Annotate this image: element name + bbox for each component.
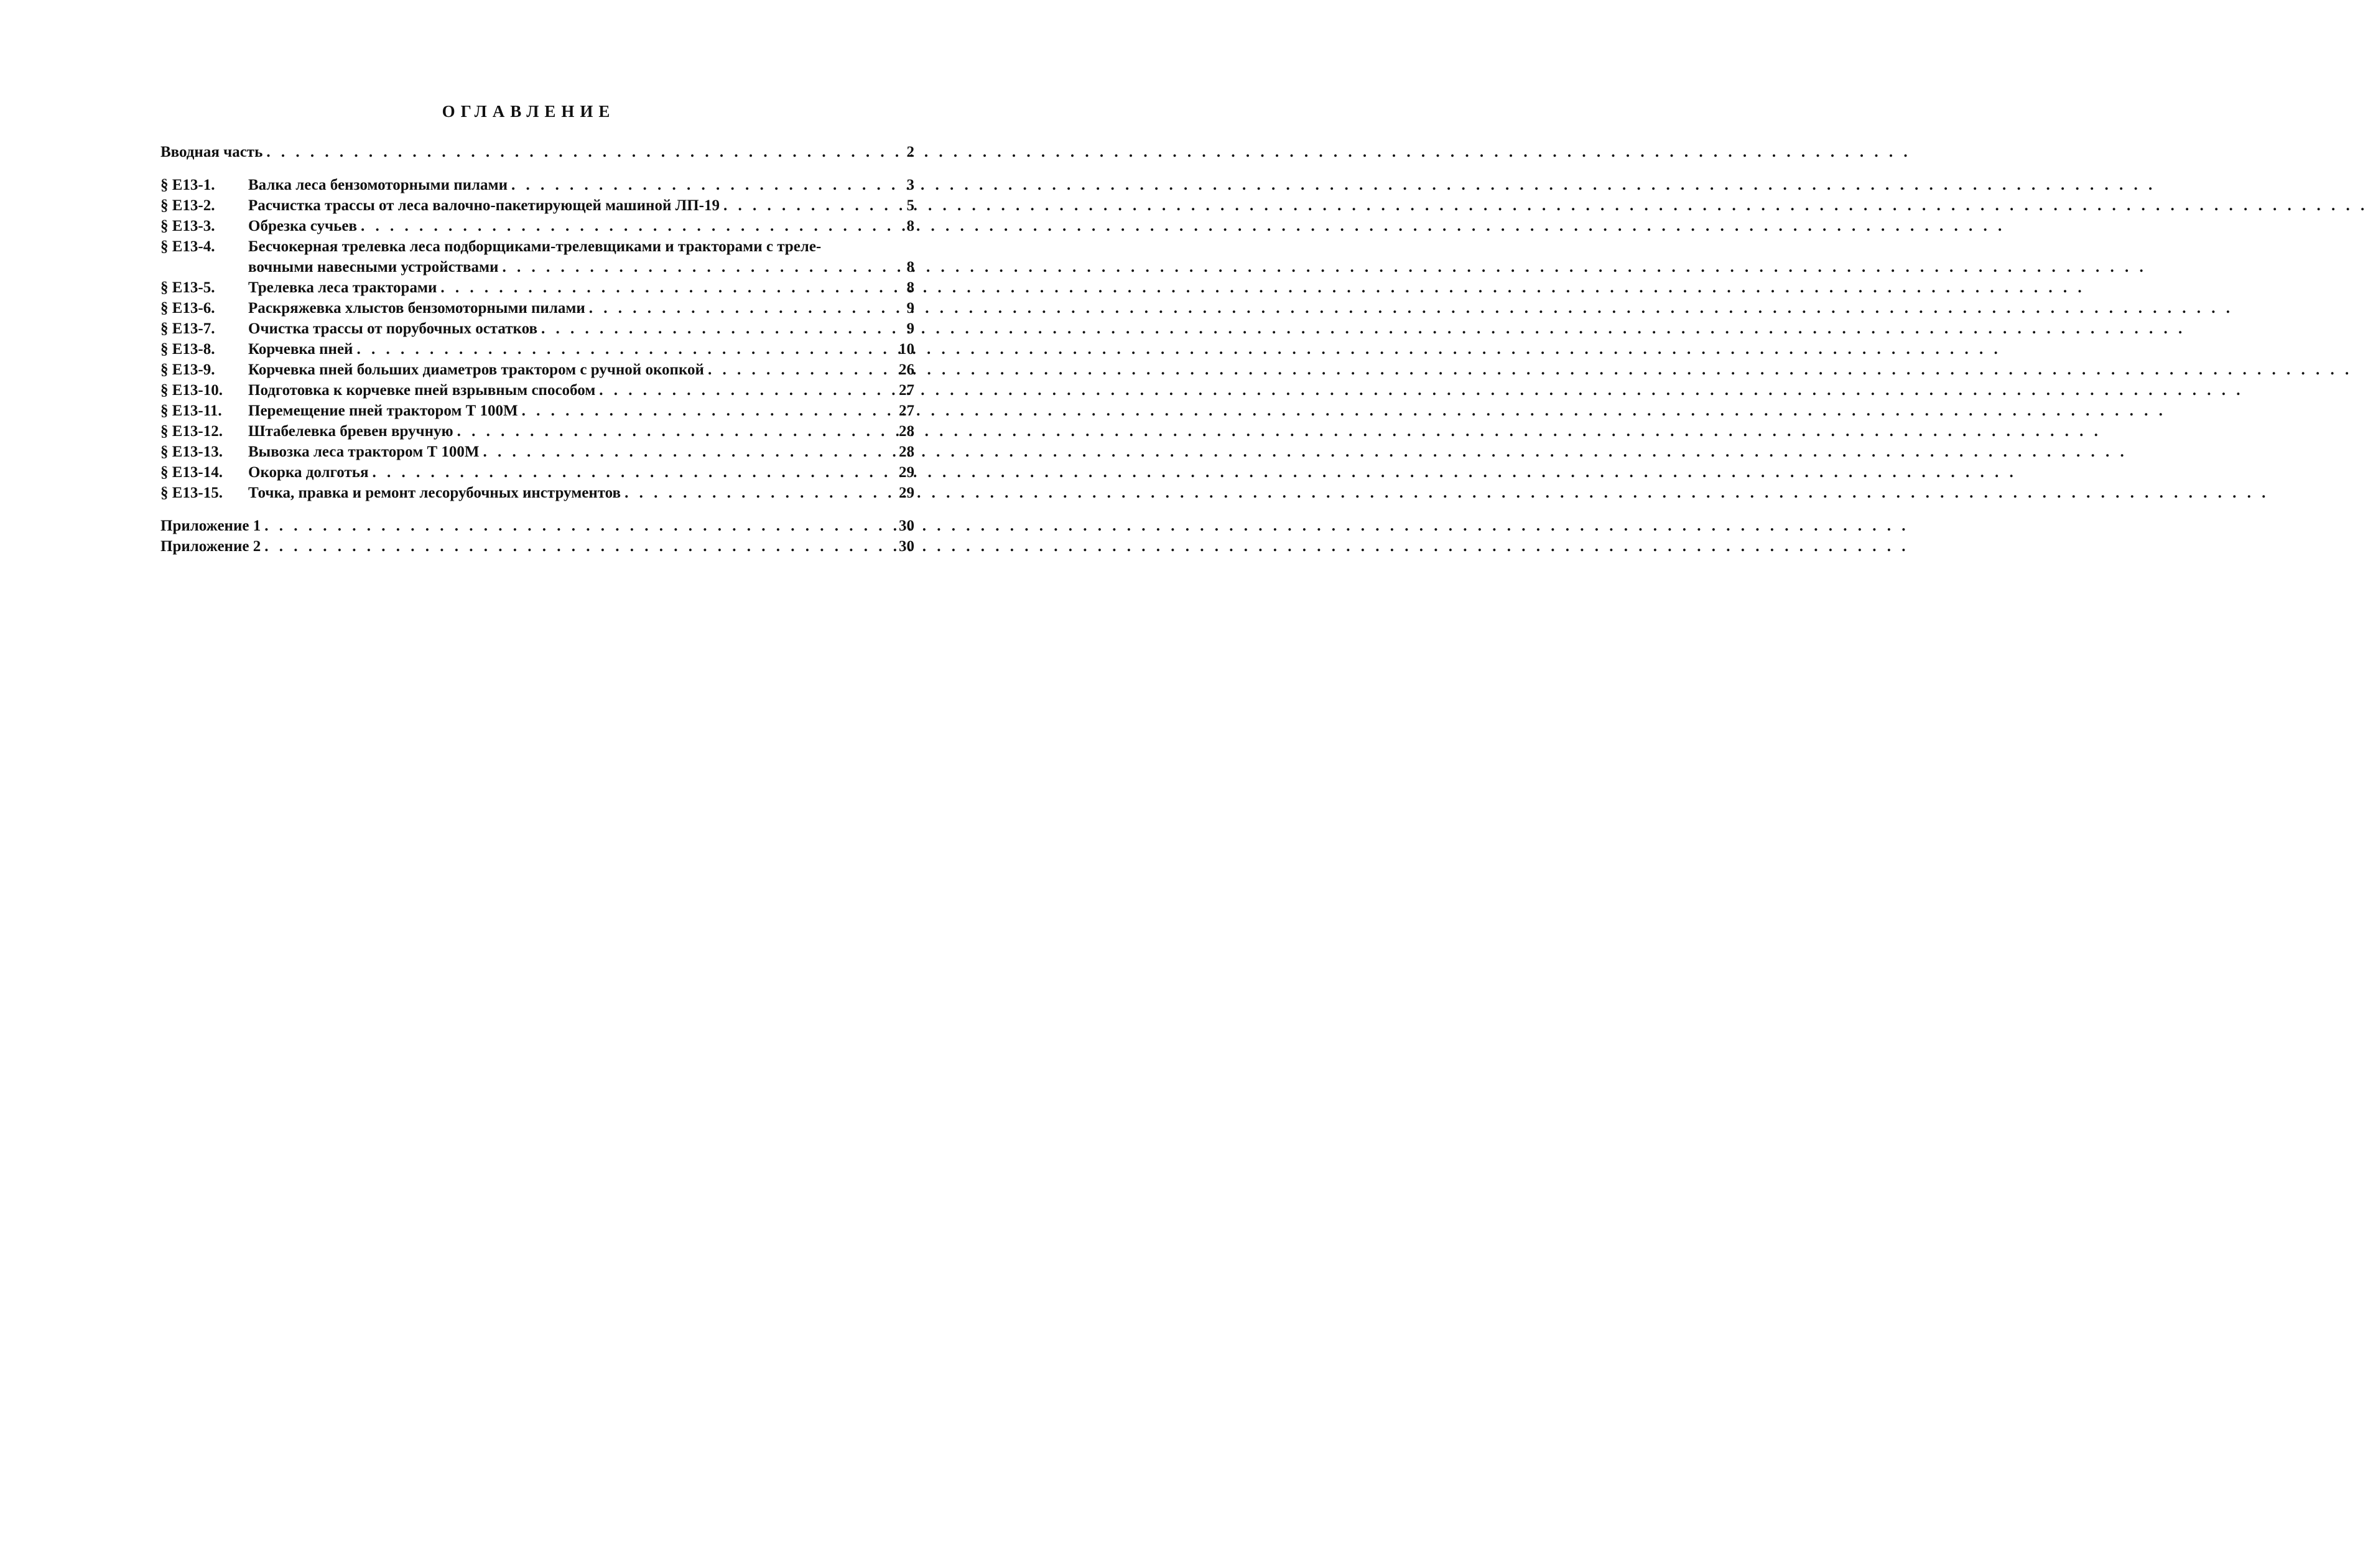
dot-leader <box>368 462 893 483</box>
toc-entry-title: Валка леса бензомоторными пилами <box>248 177 508 193</box>
section-number: § Е13-5. <box>160 279 215 296</box>
dot-leader <box>437 277 893 298</box>
toc-entry-appendix-2[interactable] <box>160 536 914 557</box>
dot-leader <box>518 401 893 421</box>
section-number: § Е13-14. <box>160 464 223 481</box>
dot-leader <box>261 536 893 557</box>
toc-entry-title: Трелевка леса тракторами <box>248 279 437 296</box>
toc-entry-page: 2 <box>906 144 914 160</box>
toc-entry-e13-15[interactable] <box>160 483 914 503</box>
toc-entry-page: 8 <box>906 259 914 276</box>
toc-entry-page: 26 <box>899 361 914 378</box>
toc-entry-page: 30 <box>899 517 914 534</box>
dot-leader <box>508 175 893 195</box>
toc-entry-title: Расчистка трассы от леса валочно-пакетирующей машиной ЛП-19 <box>248 197 720 214</box>
section-number: § Е13-13. <box>160 443 223 460</box>
section-number: § Е13-15. <box>160 485 223 501</box>
toc-entry-e13-7[interactable] <box>160 318 914 339</box>
toc-entry-title-line1: Бесчокерная трелевка леса подборщиками-трелевщиками и тракторами с треле- <box>248 238 822 255</box>
section-number: § Е13-12. <box>160 423 223 440</box>
toc-entry-page: 3 <box>906 177 914 193</box>
toc-entry-title: Перемещение пней трактором Т 100М <box>248 402 518 419</box>
toc-entry-e13-4[interactable] <box>160 236 914 277</box>
dot-leader <box>585 298 893 318</box>
toc-entry-title: Обрезка сучьев <box>248 218 357 234</box>
toc-entry-title: Вводная часть <box>160 144 263 160</box>
section-number: § Е13-7. <box>160 320 215 337</box>
toc-entry-title: Вывозка леса трактором Т 100М <box>248 443 480 460</box>
toc-entry-title: Подготовка к корчевке пней взрывным способом <box>248 382 596 399</box>
toc-entry-page: 29 <box>899 485 914 501</box>
dot-leader <box>704 360 893 380</box>
toc-entry-e13-9[interactable] <box>160 360 914 380</box>
dot-leader <box>262 142 893 162</box>
section-number: § Е13-4. <box>160 238 215 255</box>
toc-entry-title: Точка, правка и ремонт лесорубочных инструментов <box>248 485 621 501</box>
toc-entry-title: Приложение 2 <box>160 538 261 555</box>
dot-leader <box>621 483 893 503</box>
dot-leader <box>453 421 893 442</box>
toc-entry-page: 30 <box>899 538 914 555</box>
toc-entry-page: 27 <box>899 382 914 399</box>
section-number: § Е13-2. <box>160 197 215 214</box>
toc-entry-page: 28 <box>899 423 914 440</box>
toc-entry-e13-3[interactable] <box>160 216 914 236</box>
toc-entry-title: Раскряжевка хлыстов бензомоторными пилами <box>248 300 585 317</box>
toc-entry-e13-5[interactable] <box>160 277 914 298</box>
toc-entry-e13-10[interactable] <box>160 380 914 401</box>
toc-entry-e13-13[interactable] <box>160 442 914 462</box>
toc-entry-title: Корчевка пней больших диаметров трактором с ручной окопкой <box>248 361 704 378</box>
toc-entry-e13-6[interactable] <box>160 298 914 318</box>
section-number: § Е13-11. <box>160 402 222 419</box>
page-title: ОГЛАВЛЕНИЕ <box>442 102 616 121</box>
dot-leader <box>498 257 893 277</box>
toc-entry-intro[interactable] <box>160 142 914 162</box>
toc-entry-page: 8 <box>906 279 914 296</box>
toc-entry-title: Окорка долготья <box>248 464 369 481</box>
toc-entry-e13-14[interactable] <box>160 462 914 483</box>
toc-entry-page: 9 <box>906 300 914 317</box>
table-of-contents <box>160 142 914 557</box>
toc-entry-title: Приложение 1 <box>160 517 261 534</box>
dot-leader <box>537 318 893 339</box>
toc-entry-e13-2[interactable] <box>160 195 914 216</box>
toc-entry-appendix-1[interactable] <box>160 516 914 536</box>
toc-entry-page: 8 <box>906 218 914 234</box>
section-number: § Е13-3. <box>160 218 215 234</box>
dot-leader <box>261 516 893 536</box>
dot-leader <box>720 195 893 216</box>
toc-entry-title: Корчевка пней <box>248 341 353 358</box>
dot-leader <box>480 442 894 462</box>
toc-entry-page: 5 <box>906 197 914 214</box>
section-number: § Е13-6. <box>160 300 215 317</box>
section-number: § Е13-1. <box>160 177 215 193</box>
toc-entry-title: вочными навесными устройствами <box>248 259 499 276</box>
toc-entry-e13-1[interactable] <box>160 175 914 195</box>
section-number: § Е13-10. <box>160 382 223 399</box>
toc-entry-page: 29 <box>899 464 914 481</box>
toc-entry-title: Очистка трассы от порубочных остатков <box>248 320 537 337</box>
toc-entry-title: Штабелевка бревен вручную <box>248 423 453 440</box>
dot-leader <box>595 380 893 401</box>
toc-entry-page: 27 <box>899 402 914 419</box>
toc-entry-e13-8[interactable] <box>160 339 914 360</box>
dot-leader <box>357 216 893 236</box>
toc-entry-page: 28 <box>899 443 914 460</box>
toc-entry-e13-11[interactable] <box>160 401 914 421</box>
toc-entry-page: 9 <box>906 320 914 337</box>
dot-leader <box>353 339 893 360</box>
section-number: § Е13-8. <box>160 341 215 358</box>
toc-entry-e13-12[interactable] <box>160 421 914 442</box>
section-number: § Е13-9. <box>160 361 215 378</box>
toc-entry-page: 10 <box>899 341 914 358</box>
